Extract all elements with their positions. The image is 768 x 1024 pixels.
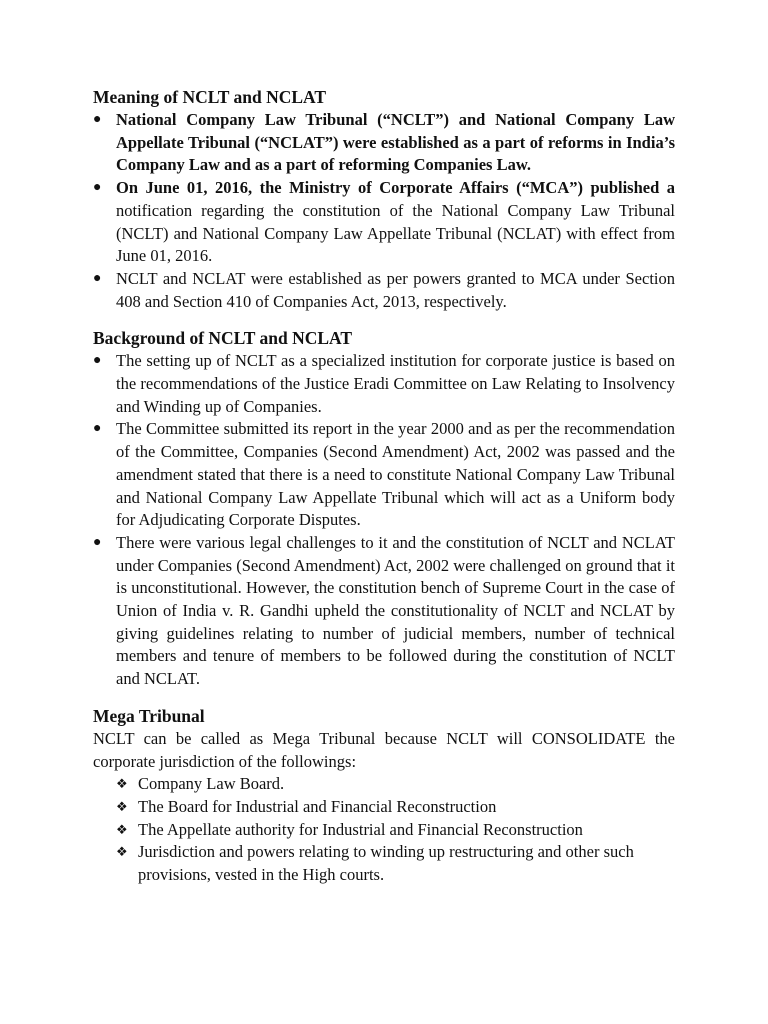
bullet-text-bold: On June 01, 2016, the Ministry of Corporate Affairs (“MCA”) published a xyxy=(116,178,675,198)
list-item xyxy=(116,796,675,819)
bullet-text-bold: National Company Law Tribunal (“NCLT”) and National Company Law Appellate Tribunal (“NCLAT”) were established as a part of reforms in India’s Company Law and as a part of reforming Companies Law. xyxy=(116,110,675,175)
diamond-bullet-icon: ❖ xyxy=(116,798,128,814)
bullet-icon: ● xyxy=(93,180,102,196)
bullet-text: The Committee submitted its report in the year 2000 and as per the recommendation of the Committee, Companies (Second Amendment) Act, 2002 was passed and the amendment stated that there is a need to constitute National Company Law Tribunal and National Company Law Appellate Tribunal which will act as a Uniform body for Adjudicating Corporate Disputes. xyxy=(116,419,675,530)
section-mega-tribunal xyxy=(93,705,675,887)
list-item-text: Jurisdiction and powers relating to winding up restructuring and other such provisions, vested in the High courts. xyxy=(138,842,634,885)
list-item-text: Company Law Board. xyxy=(138,774,285,794)
list-item-text: The Board for Industrial and Financial Reconstruction xyxy=(138,796,497,816)
bullet-icon: ● xyxy=(93,421,102,437)
bullet-list xyxy=(93,109,675,313)
bullet-text: The setting up of NCLT as a specialized institution for corporate justice is based on the recommendations of the Justice Eradi Committee on Law Relating to Insolvency and Winding up of Companies. xyxy=(116,351,675,416)
list-item xyxy=(93,532,675,691)
bullet-icon: ● xyxy=(93,270,102,286)
bullet-icon: ● xyxy=(93,353,102,369)
list-item xyxy=(93,350,675,418)
bullet-text: There were various legal challenges to it and the constitution of NCLT and NCLAT under Companies (Second Amendment) Act, 2002 were challenged on ground that it is unconstitutional. However, the constitution bench of Supreme Court in the case of Union of India v. R. Gandhi upheld the constitutionality of NCLT and NCLAT by giving guidelines relating to number of judicial members, number of technical members and tenure of members to be followed during the constitution of NCLT and NCLAT. xyxy=(116,532,675,689)
section-background xyxy=(93,327,675,691)
section-heading: Meaning of NCLT and NCLAT xyxy=(93,87,327,107)
diamond-bullet-icon: ❖ xyxy=(116,821,128,837)
intro-paragraph: NCLT can be called as Mega Tribunal because NCLT will CONSOLIDATE the corporate jurisdiction of the followings: xyxy=(93,728,675,771)
list-item xyxy=(93,418,675,532)
section-heading: Background of NCLT and NCLAT xyxy=(93,328,353,349)
section-heading: Mega Tribunal xyxy=(93,705,205,726)
diamond-bullet-icon: ❖ xyxy=(116,844,128,860)
bullet-text: NCLT and NCLAT were established as per powers granted to MCA under Section 408 and Section 410 of Companies Act, 2013, respectively. xyxy=(116,268,675,311)
list-item xyxy=(93,177,675,268)
bullet-icon: ● xyxy=(93,112,102,127)
list-item xyxy=(116,773,675,796)
document-page xyxy=(93,86,675,901)
diamond-bullet-icon: ❖ xyxy=(116,776,128,792)
list-item xyxy=(116,841,675,886)
section-meaning xyxy=(93,86,675,313)
bullet-list xyxy=(93,350,675,691)
bullet-text: notification regarding the constitution of the National Company Law Tribunal (NCLT) and National Company Law Appellate Tribunal (NCLAT) with effect from June 01, 2016. xyxy=(116,200,675,266)
list-item xyxy=(93,109,675,177)
list-item-text: The Appellate authority for Industrial and Financial Reconstruction xyxy=(138,819,583,839)
bullet-icon: ● xyxy=(93,534,102,550)
list-item xyxy=(116,819,675,842)
list-item xyxy=(93,268,675,313)
diamond-list xyxy=(93,773,675,887)
